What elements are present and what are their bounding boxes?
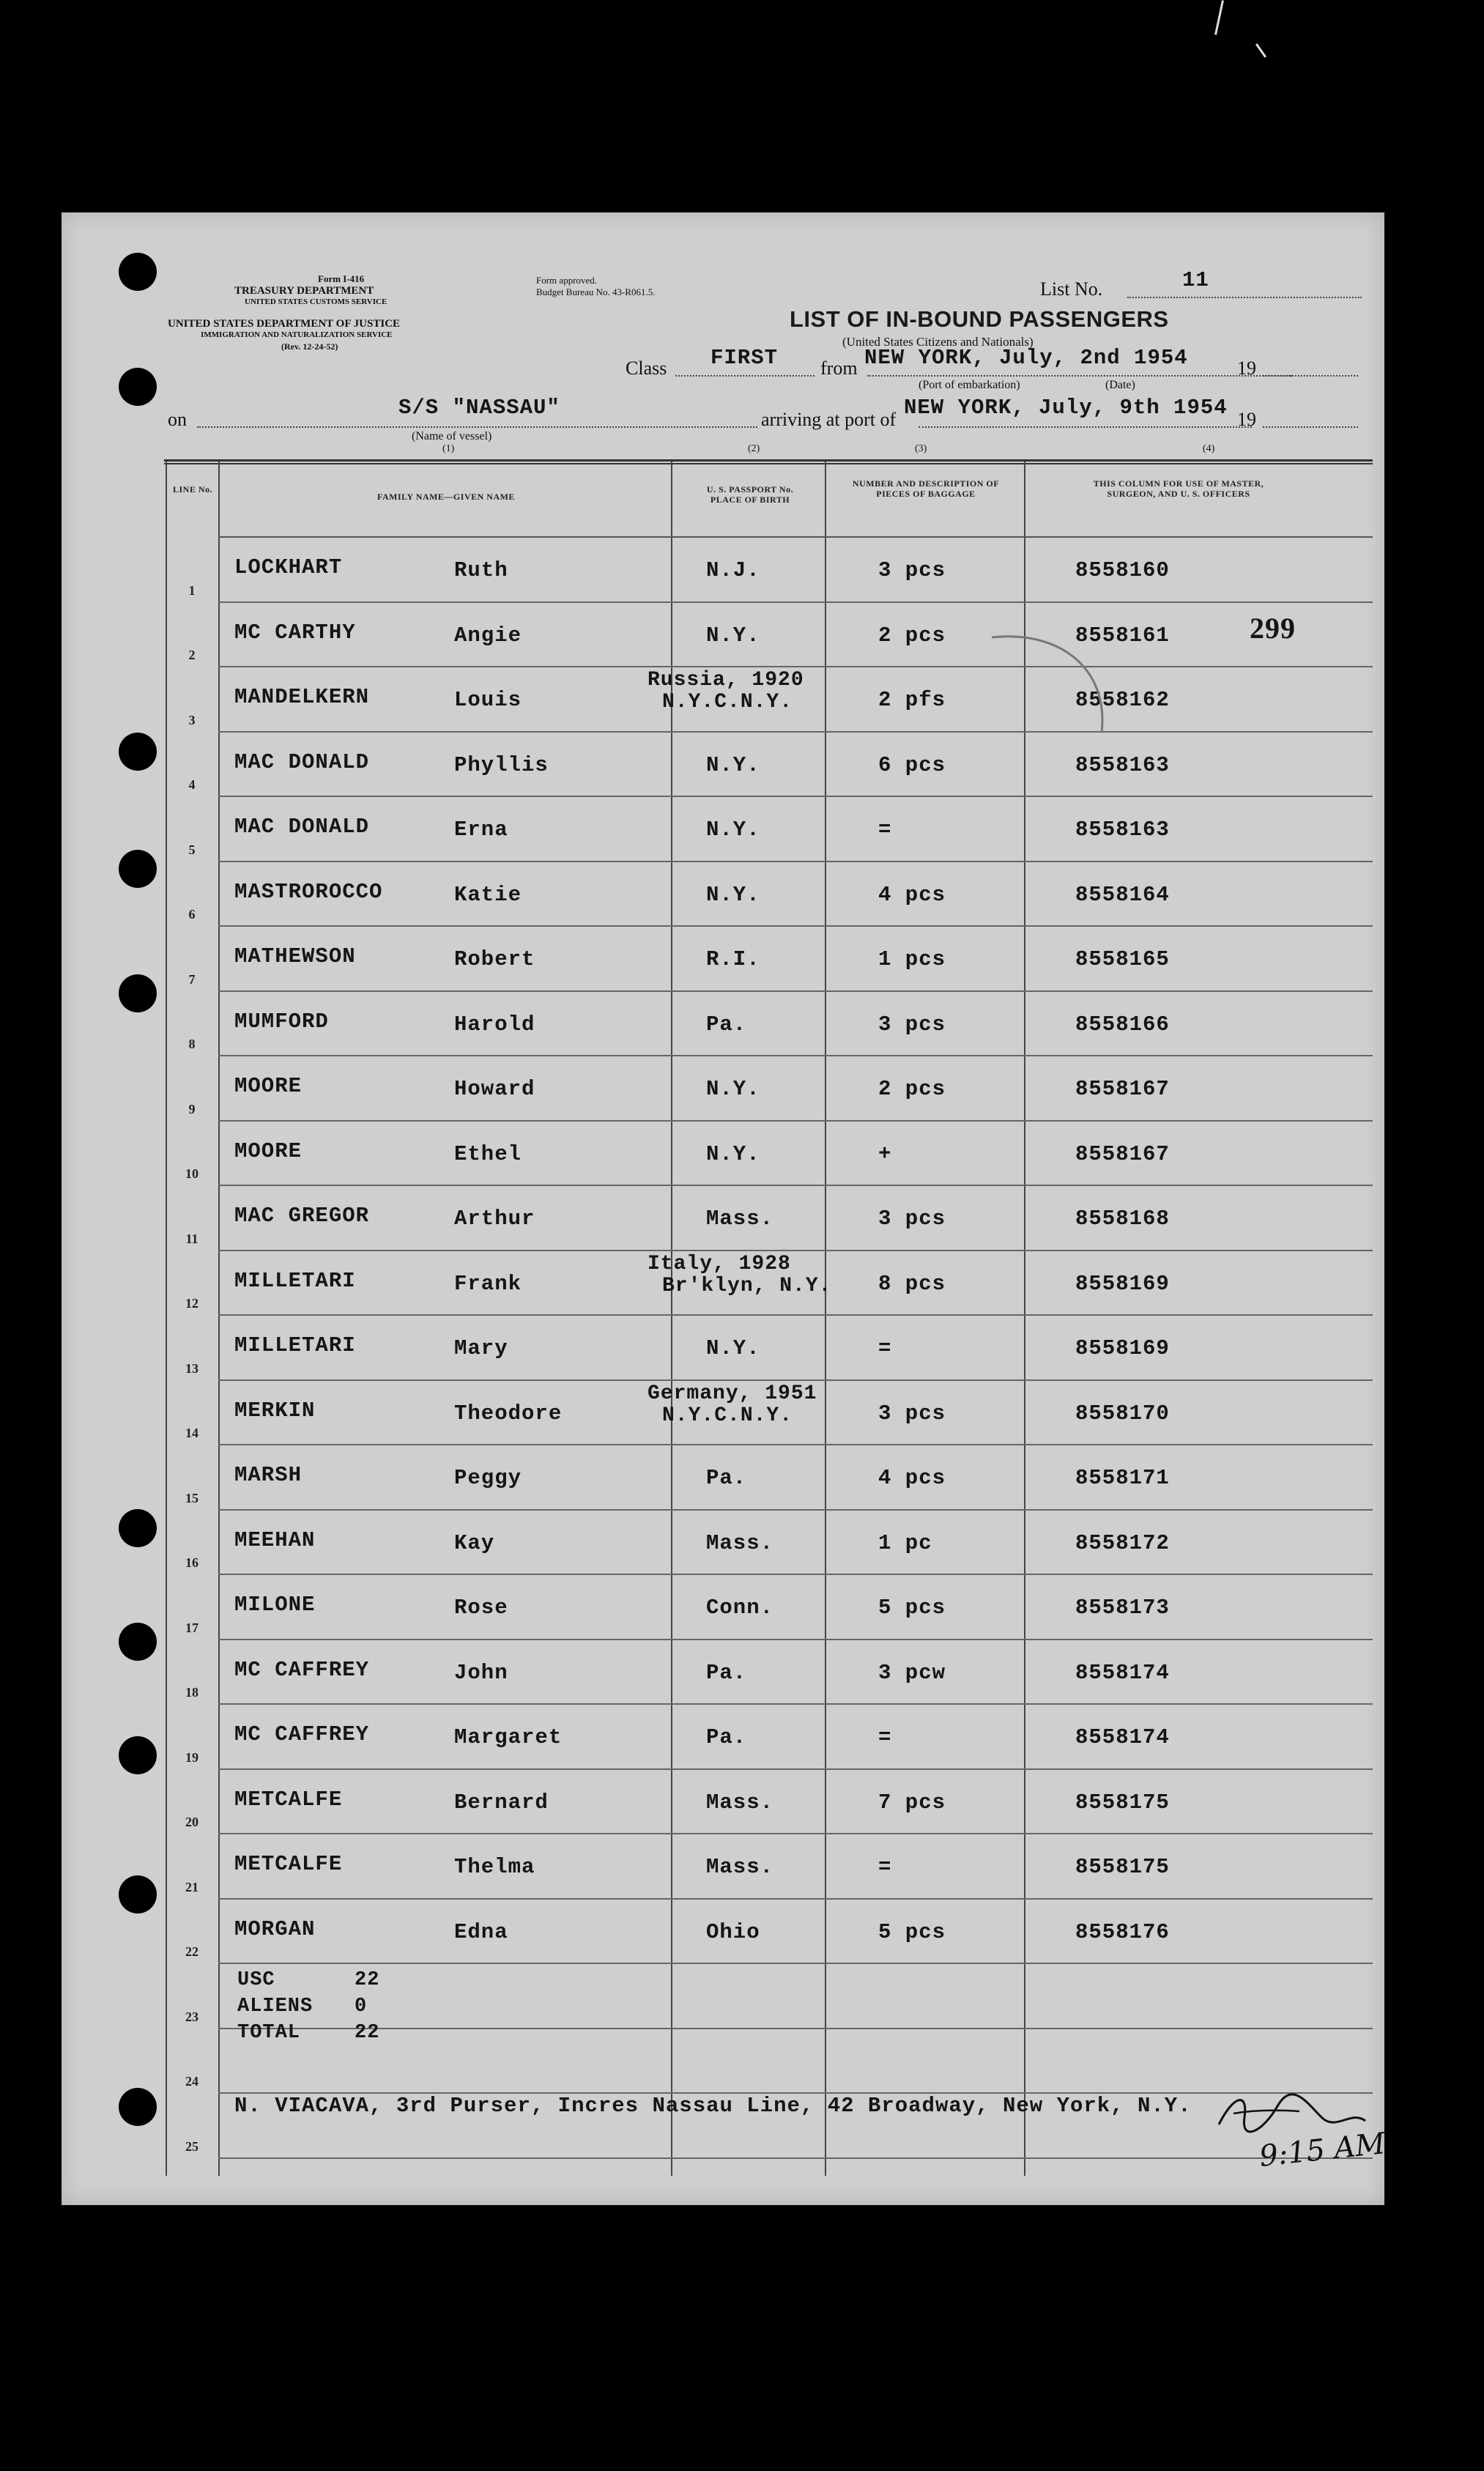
- officer-number: 8558162: [1075, 688, 1170, 712]
- line-number: 15: [185, 1490, 199, 1505]
- officer-number: 8558166: [1075, 1012, 1170, 1037]
- arriving-label: arriving at port of: [761, 409, 897, 430]
- edge-mark: [1214, 0, 1224, 35]
- line-number: 19: [185, 1749, 199, 1765]
- baggage: 3 pcs: [878, 1207, 946, 1231]
- family-name: MILLETARI: [234, 1268, 356, 1293]
- total-label: USC: [237, 1969, 275, 1991]
- birthplace: Ohio: [706, 1919, 760, 1944]
- total-label: TOTAL: [237, 2022, 301, 2044]
- family-name: METCALFE: [234, 1787, 343, 1812]
- baggage: 5 pcs: [878, 1919, 946, 1944]
- line-number: 9: [188, 1101, 196, 1116]
- col-num-2: (2): [748, 443, 760, 454]
- family-name: MORGAN: [234, 1916, 316, 1941]
- baggage: 1 pcs: [878, 947, 946, 971]
- class-value: FIRST: [711, 346, 779, 370]
- birthplace: Pa.: [706, 1012, 747, 1037]
- arrival-port-date: NEW YORK, July, 9th 1954: [904, 396, 1228, 420]
- birthplace: Mass.: [706, 1855, 774, 1879]
- birthplace: N.Y.: [706, 752, 760, 777]
- given-name: Phyllis: [454, 752, 549, 777]
- vessel-caption: (Name of vessel): [412, 430, 492, 442]
- treasury-dept: TREASURY DEPARTMENT: [234, 285, 374, 297]
- officer-number: 8558167: [1075, 1141, 1170, 1166]
- birthplace: Pa.: [706, 1466, 747, 1490]
- year-suffix-1: 19: [1237, 358, 1256, 379]
- line-number: 20: [185, 1815, 199, 1829]
- baggage: 5 pcs: [878, 1596, 946, 1620]
- line-number: 10: [185, 1166, 199, 1181]
- signature: [1212, 2088, 1373, 2139]
- given-name: Kay: [454, 1530, 495, 1555]
- col-num-4: (4): [1203, 443, 1215, 454]
- baggage: 8 pcs: [878, 1271, 946, 1296]
- baggage: +: [878, 1141, 892, 1166]
- birthplace: N.Y.: [706, 882, 760, 907]
- col-header-officers: THIS COLUMN FOR USE OF MASTER, SURGEON, AND U. S. OFFICERS: [1093, 478, 1264, 499]
- given-name: Arthur: [454, 1207, 535, 1231]
- family-name: LOCKHART: [234, 555, 343, 579]
- form-number: Form I-416: [318, 273, 365, 284]
- officer-number: 8558176: [1075, 1919, 1170, 1944]
- officer-number: 8558168: [1075, 1207, 1170, 1231]
- baggage: 6 pcs: [878, 752, 946, 777]
- col-num-3: (3): [915, 443, 927, 454]
- family-name: MOORE: [234, 1074, 303, 1098]
- form-subtitle: (United States Citizens and Nationals): [842, 335, 1034, 349]
- officer-number: 8558172: [1075, 1530, 1170, 1555]
- binder-hole: [119, 1509, 157, 1547]
- form-revision: (Rev. 12-24-52): [281, 341, 338, 352]
- line-number: 16: [185, 1555, 199, 1570]
- line-number: 2: [188, 648, 196, 662]
- binder-hole: [119, 850, 157, 888]
- side-number: 299: [1250, 612, 1296, 645]
- line-number: 3: [188, 712, 196, 727]
- port-embark-caption: (Port of embarkation): [919, 379, 1020, 391]
- line-number: 21: [185, 1879, 199, 1894]
- given-name: Angie: [454, 623, 522, 648]
- given-name: Louis: [454, 688, 522, 712]
- family-name: MEEHAN: [234, 1527, 316, 1552]
- line-number: 25: [185, 2138, 199, 2154]
- family-name: MASTROROCCO: [234, 879, 383, 904]
- line-number: 5: [188, 842, 196, 857]
- line-number: 4: [188, 777, 196, 792]
- family-name: MAC GREGOR: [234, 1204, 370, 1228]
- baggage: 3 pcs: [878, 558, 946, 582]
- officer-number: 8558165: [1075, 947, 1170, 971]
- officer-number: 8558169: [1075, 1336, 1170, 1360]
- given-name: Bernard: [454, 1790, 549, 1815]
- time-note: 9:15 AM: [1258, 2127, 1387, 2174]
- family-name: MILLETARI: [234, 1333, 356, 1357]
- officer-number: 8558175: [1075, 1855, 1170, 1879]
- birthplace-2: N.Y.C.N.Y.: [662, 1404, 793, 1427]
- total-value: 22: [355, 1969, 380, 1991]
- officer-number: 8558164: [1075, 882, 1170, 907]
- birthplace: N.Y.: [706, 623, 760, 648]
- embark-port-date: NEW YORK, July, 2nd 1954: [864, 346, 1188, 370]
- baggage: 2 pfs: [878, 688, 946, 712]
- given-name: Harold: [454, 1012, 535, 1037]
- officer-number: 8558171: [1075, 1466, 1170, 1490]
- baggage: 2 pcs: [878, 1077, 946, 1101]
- birthplace: Mass.: [706, 1530, 774, 1555]
- given-name: Peggy: [454, 1466, 522, 1490]
- birthplace: N.Y.: [706, 818, 760, 842]
- officer-number: 8558173: [1075, 1596, 1170, 1620]
- officer-number: 8558160: [1075, 558, 1170, 582]
- list-no-value: 11: [1182, 268, 1209, 292]
- family-name: MOORE: [234, 1138, 303, 1163]
- birthplace-2: N.Y.C.N.Y.: [662, 691, 793, 714]
- line-number: 23: [185, 2009, 199, 2024]
- total-label: ALIENS: [237, 1996, 314, 2018]
- col-header-line: LINE No.: [172, 484, 212, 494]
- baggage: 3 pcw: [878, 1660, 946, 1685]
- baggage: 7 pcs: [878, 1790, 946, 1815]
- birthplace: N.Y.: [706, 1336, 760, 1360]
- line-number: 14: [185, 1426, 199, 1440]
- family-name: MILONE: [234, 1593, 316, 1617]
- given-name: Mary: [454, 1336, 508, 1360]
- birthplace: R.I.: [706, 947, 760, 971]
- given-name: Ruth: [454, 558, 508, 582]
- col-header-name: FAMILY NAME—GIVEN NAME: [377, 492, 515, 502]
- officer-number: 8558174: [1075, 1660, 1170, 1685]
- col-header-baggage: NUMBER AND DESCRIPTION OF PIECES OF BAGGAGE: [852, 478, 1000, 499]
- given-name: Theodore: [454, 1401, 563, 1426]
- given-name: Rose: [454, 1596, 508, 1620]
- total-value: 0: [355, 1996, 368, 2018]
- family-name: MERKIN: [234, 1398, 316, 1423]
- binder-hole: [119, 1623, 157, 1661]
- baggage: 3 pcs: [878, 1012, 946, 1037]
- officer-number: 8558174: [1075, 1725, 1170, 1749]
- list-no-label: List No.: [1040, 278, 1103, 300]
- given-name: Erna: [454, 818, 508, 842]
- family-name: MUMFORD: [234, 1009, 329, 1034]
- form-title: LIST OF IN-BOUND PASSENGERS: [790, 306, 1169, 332]
- given-name: Katie: [454, 882, 522, 907]
- officer-number: 8558167: [1075, 1077, 1170, 1101]
- binder-hole: [119, 1875, 157, 1914]
- given-name: John: [454, 1660, 508, 1685]
- birthplace: N.Y.: [706, 1141, 760, 1166]
- family-name: MANDELKERN: [234, 685, 370, 709]
- customs-service: UNITED STATES CUSTOMS SERVICE: [245, 297, 387, 306]
- justice-dept: UNITED STATES DEPARTMENT OF JUSTICE: [168, 318, 401, 330]
- family-name: MAC DONALD: [234, 749, 370, 774]
- col-header-passport: U. S. PASSPORT No. PLACE OF BIRTH: [706, 484, 794, 505]
- from-label: from: [820, 358, 858, 379]
- purser-line: N. VIACAVA, 3rd Purser, Incres Nassau Line, 42 Broadway, New York, N.Y.: [234, 2094, 1192, 2118]
- baggage: =: [878, 818, 892, 842]
- line-number: 13: [185, 1360, 199, 1376]
- manifest-sheet: [62, 212, 1387, 2205]
- officer-number: 8558163: [1075, 818, 1170, 842]
- family-name: MATHEWSON: [234, 944, 356, 968]
- officer-number: 8558163: [1075, 752, 1170, 777]
- vessel-name: S/S "NASSAU": [398, 396, 560, 420]
- baggage: 4 pcs: [878, 882, 946, 907]
- baggage: =: [878, 1336, 892, 1360]
- year-suffix-2: 19: [1237, 409, 1256, 430]
- given-name: Margaret: [454, 1725, 563, 1749]
- col-num-1: (1): [442, 443, 455, 454]
- line-number: 17: [185, 1620, 199, 1635]
- binder-hole: [119, 2088, 157, 2126]
- edge-mark: [1255, 43, 1266, 58]
- line-number: 1: [188, 582, 196, 598]
- line-number: 22: [185, 1944, 199, 1959]
- birthplace: Pa.: [706, 1660, 747, 1685]
- total-value: 22: [355, 2022, 380, 2044]
- birthplace-1: Russia, 1920: [648, 669, 804, 692]
- line-number: 11: [185, 1231, 199, 1246]
- baggage: 1 pc: [878, 1530, 932, 1555]
- given-name: Frank: [454, 1271, 522, 1296]
- class-label: Class: [626, 358, 667, 379]
- birthplace-1: Germany, 1951: [648, 1382, 817, 1405]
- line-number: 12: [185, 1296, 199, 1311]
- binder-hole: [119, 974, 157, 1012]
- birthplace: Pa.: [706, 1725, 747, 1749]
- stamp-mark: [970, 623, 1131, 747]
- on-label: on: [168, 409, 187, 430]
- birthplace: N.J.: [706, 558, 760, 582]
- baggage: =: [878, 1725, 892, 1749]
- family-name: MC CAFFREY: [234, 1722, 370, 1746]
- birthplace-2: Br'klyn, N.Y.: [662, 1274, 832, 1297]
- birthplace: Mass.: [706, 1207, 774, 1231]
- baggage: 2 pcs: [878, 623, 946, 648]
- line-number: 7: [188, 971, 196, 987]
- budget-bureau: Budget Bureau No. 43-R061.5.: [536, 286, 656, 297]
- given-name: Thelma: [454, 1855, 535, 1879]
- line-number: 24: [185, 2074, 199, 2089]
- baggage: =: [878, 1855, 892, 1879]
- binder-hole: [119, 1736, 157, 1774]
- officer-number: 8558170: [1075, 1401, 1170, 1426]
- birthplace: N.Y.: [706, 1077, 760, 1101]
- family-name: METCALFE: [234, 1852, 343, 1876]
- binder-hole: [119, 733, 157, 771]
- binder-hole: [119, 368, 157, 406]
- given-name: Edna: [454, 1919, 508, 1944]
- birthplace: Mass.: [706, 1790, 774, 1815]
- officer-number: 8558161: [1075, 623, 1170, 648]
- binder-hole: [119, 253, 157, 291]
- ins-service: IMMIGRATION AND NATURALIZATION SERVICE: [201, 330, 393, 339]
- line-number: 8: [188, 1037, 196, 1051]
- family-name: MARSH: [234, 1463, 303, 1487]
- baggage: 3 pcs: [878, 1401, 946, 1426]
- given-name: Howard: [454, 1077, 535, 1101]
- family-name: MC CAFFREY: [234, 1657, 370, 1682]
- date-caption: (Date): [1105, 379, 1135, 391]
- given-name: Ethel: [454, 1141, 522, 1166]
- given-name: Robert: [454, 947, 535, 971]
- officer-number: 8558169: [1075, 1271, 1170, 1296]
- birthplace: Conn.: [706, 1596, 774, 1620]
- birthplace-1: Italy, 1928: [648, 1252, 791, 1275]
- family-name: MC CARTHY: [234, 620, 356, 645]
- form-approved: Form approved.: [536, 275, 598, 286]
- line-number: 6: [188, 907, 196, 922]
- family-name: MAC DONALD: [234, 815, 370, 839]
- officer-number: 8558175: [1075, 1790, 1170, 1815]
- line-number: 18: [185, 1685, 199, 1700]
- baggage: 4 pcs: [878, 1466, 946, 1490]
